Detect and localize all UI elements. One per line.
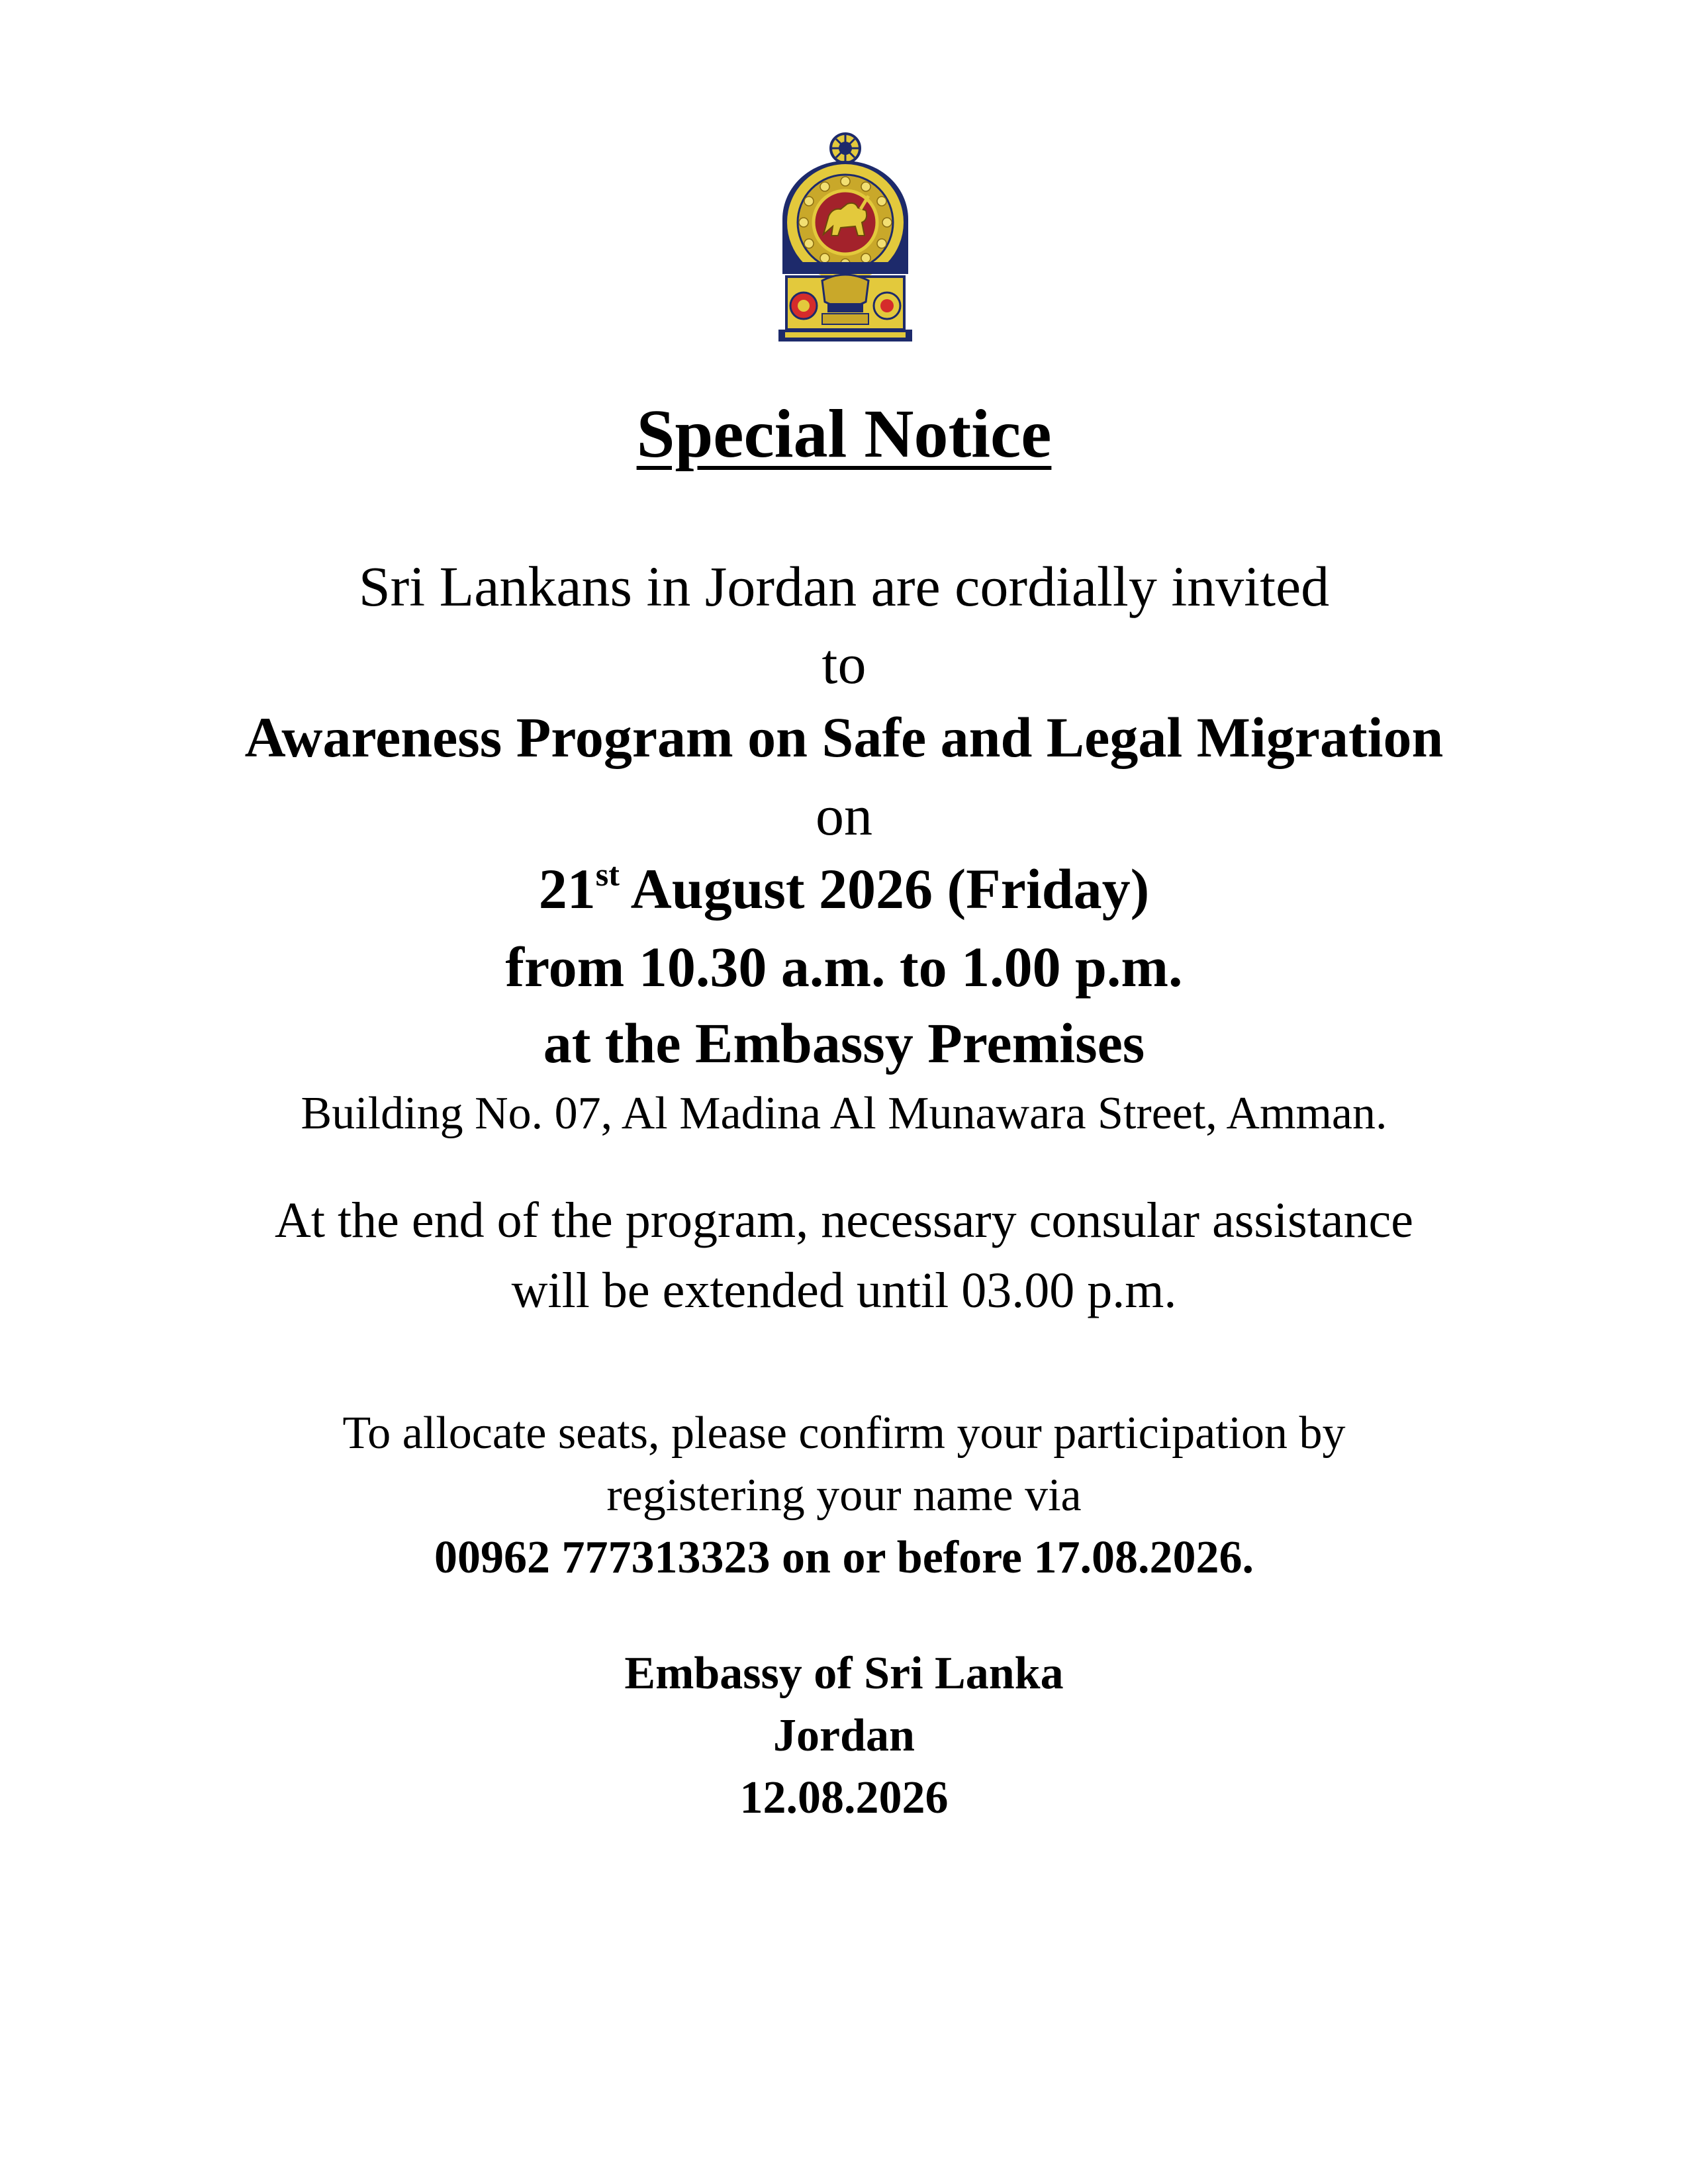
venue-address: Building No. 07, Al Madina Al Munawara Street, Amman.	[301, 1088, 1387, 1139]
signature-country: Jordan	[773, 1710, 915, 1761]
registration-contact: 00962 777313323 on or before 17.08.2026.	[434, 1532, 1254, 1583]
assistance-line-1: At the end of the program, necessary consular assistance	[275, 1193, 1413, 1248]
event-date-rest: August 2026 (Friday)	[619, 857, 1150, 921]
event-date	[0, 856, 1688, 921]
notice-title: Special Notice	[636, 396, 1052, 472]
program-name: Awareness Program on Safe and Legal Migration	[244, 705, 1444, 769]
signature-organization: Embassy of Sri Lanka	[624, 1648, 1064, 1699]
registration-line-1: To allocate seats, please confirm your participation by	[342, 1408, 1346, 1459]
event-time: from 10.30 a.m. to 1.00 p.m.	[505, 935, 1183, 999]
to-line: to	[821, 632, 867, 696]
sri-lanka-national-emblem-icon	[769, 130, 921, 345]
registration-line-2: registering your name via	[606, 1470, 1082, 1521]
on-line: on	[816, 784, 872, 847]
assistance-line-2: will be extended until 03.00 p.m.	[511, 1263, 1177, 1318]
event-date-suffix: st	[595, 856, 620, 893]
invitation-line: Sri Lankans in Jordan are cordially invited	[358, 555, 1330, 618]
signature-date: 12.08.2026	[739, 1772, 949, 1823]
event-venue: at the Embassy Premises	[543, 1011, 1145, 1075]
event-date-day: 21	[538, 857, 596, 921]
